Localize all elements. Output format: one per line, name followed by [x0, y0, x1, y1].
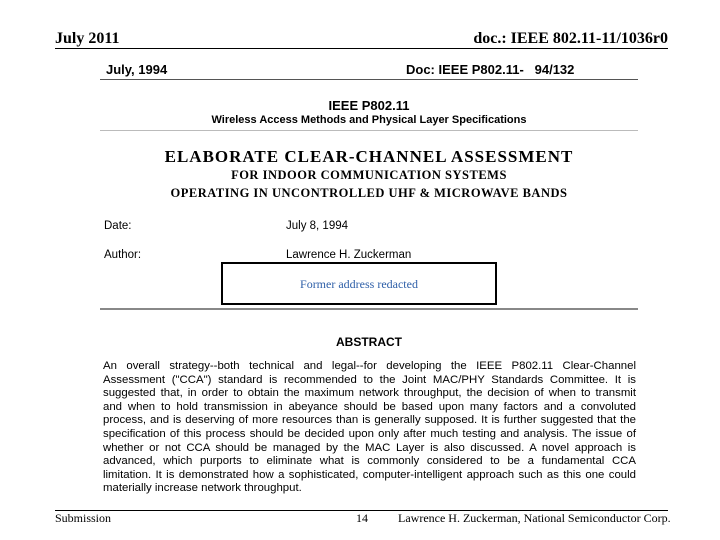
date-value: July 8, 1994 — [286, 220, 349, 232]
date-label: Date: — [104, 220, 132, 232]
abstract-line: advanced, which purports to eliminate what is commonly considered to be a fundamental CCA — [103, 455, 636, 468]
author-value: Lawrence H. Zuckerman — [286, 249, 412, 261]
standard-title: IEEE P802.11 — [328, 98, 410, 113]
abstract-line: whether or not CCA should be managed by the MAC Layer is also discussed. A novel approach is — [103, 441, 636, 454]
abstract-line: suggested that, in order to obtain the maximum network throughput, the decision of when to transmit — [103, 387, 636, 400]
slide-header-doc-id: doc.: IEEE 802.11-11/1036r0 — [473, 30, 668, 47]
document-title: ELABORATE CLEAR-CHANNEL ASSESSMENT — [164, 147, 574, 166]
doc-date: July, 1994 — [106, 62, 168, 77]
abstract-line: Assessment ("CCA") standard is recommended to the Joint MAC/PHY Standards Committee. It is — [103, 373, 636, 386]
document-subtitle-line2: OPERATING IN UNCONTROLLED UHF & MICROWAVE BANDS — [170, 186, 568, 200]
footer-page-number: 14 — [356, 511, 368, 525]
footer-author: Lawrence H. Zuckerman, National Semiconductor Corp. — [398, 511, 671, 525]
author-label: Author: — [104, 249, 142, 261]
slide-header-date: July 2011 — [55, 30, 120, 47]
abstract-line: specification of this process should be decided upon only after much testing and analysis. The issue of — [103, 427, 636, 440]
header-divider — [55, 48, 668, 49]
scanned-document — [100, 55, 638, 505]
doc-divider — [100, 79, 638, 80]
abstract-line: materially increase network throughput. — [103, 482, 302, 495]
standard-subtitle: Wireless Access Methods and Physical Layer Specifications — [211, 114, 527, 126]
document-subtitle-line1: FOR INDOOR COMMUNICATION SYSTEMS — [231, 168, 507, 182]
abstract-line: limitation. It is demonstrated how a sophisticated, computer-intelligent approach such as this one could — [103, 468, 636, 481]
footer-submission: Submission — [55, 511, 112, 525]
abstract-line: and when to hold transmission in abeyance should be based upon many factors and a convoluted — [103, 400, 636, 413]
doc-divider — [100, 308, 638, 310]
abstract-heading: ABSTRACT — [336, 335, 402, 349]
abstract-line: process, and is deserving of more resources than is generally supposed. It is further suggested that the — [103, 414, 636, 427]
doc-id: Doc: IEEE P802.11- 94/132 — [406, 62, 575, 77]
doc-divider — [100, 130, 638, 131]
redaction-note: Former address redacted — [300, 277, 418, 291]
abstract-line: An overall strategy--both technical and legal--for developing the IEEE P802.11 Clear-Channel — [103, 360, 636, 372]
abstract-body — [103, 360, 636, 496]
redaction-box — [221, 262, 497, 305]
